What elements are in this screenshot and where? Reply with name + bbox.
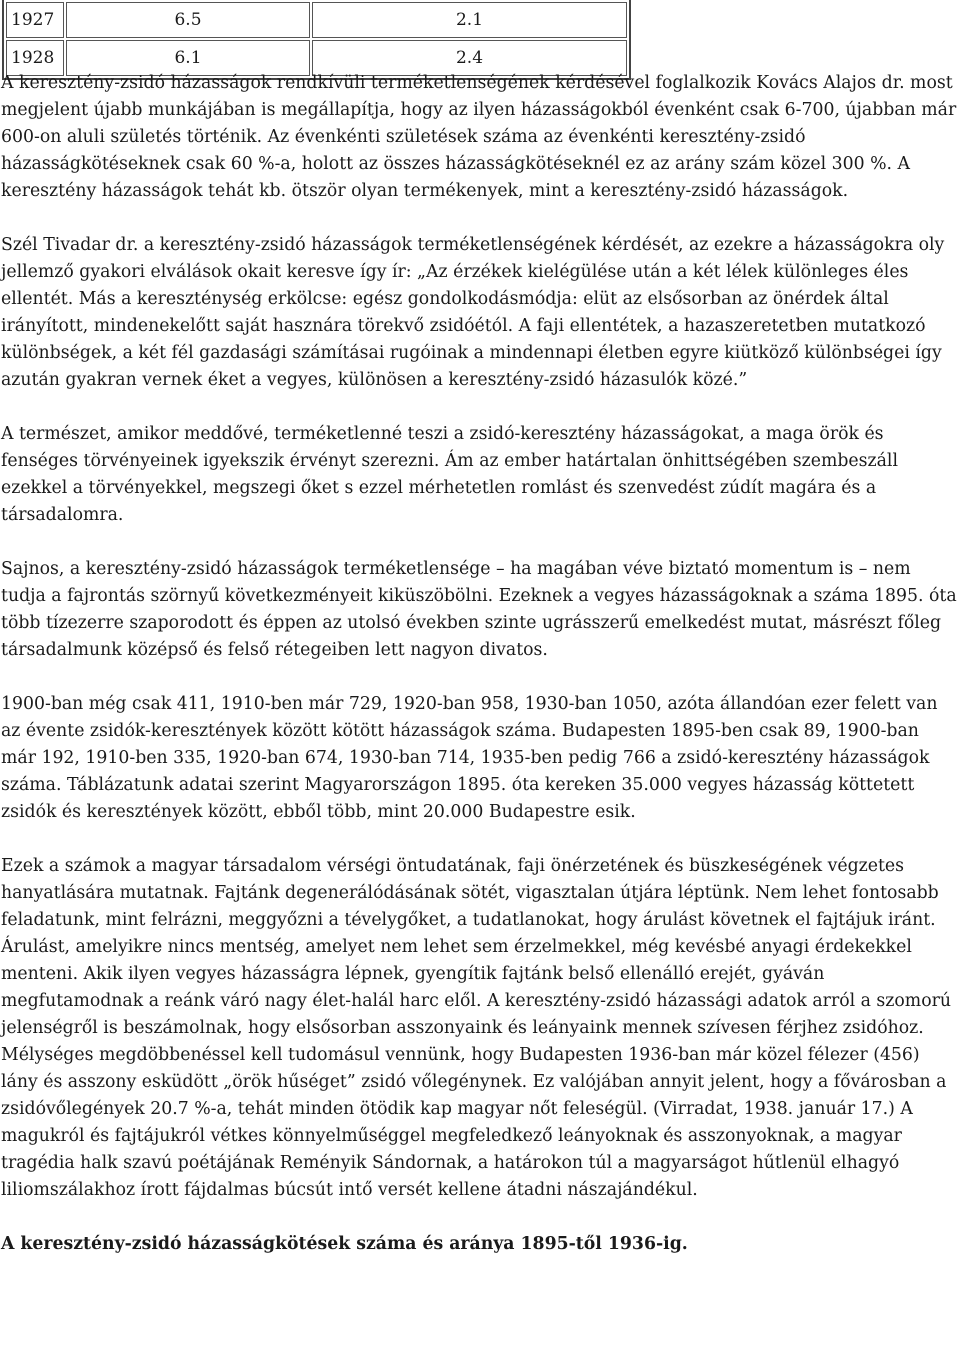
- table-cell-year: 1927: [6, 2, 64, 38]
- data-table: [2, 0, 631, 80]
- table-cell-value-a: 6.5: [66, 2, 310, 38]
- paragraph: Sajnos, a keresztény-zsidó házasságok terméketlensége – ha magában véve biztató momentum is – nem tudja a fajrontás szörnyű következményeit kiküszöbölni. Ezeknek a vegyes házasságoknak a száma 1895. óta több tízezerre szaporodott és éppen az utolsó években szinte ugrásszerű emelkedést mutat, másrészt főleg társadalmunk középső és felső rétegeiben lett nagyon divatos.: [1, 559, 957, 660]
- table-cell-value-b: 2.4: [312, 40, 627, 76]
- paragraph: A keresztény-zsidó házasságok rendkívüli terméketlenségének kérdésével foglalkozik Kovács Alajos dr. most megjelent újabb munkájában is megállapítja, hogy az ilyen házasságokból évenként csak 6-700, újabban már 600-on aluli születés történik. Az évenkénti születések száma az évenkénti keresztény-zsidó házasságkötéseknek csak 60 %-a, holott az összes házasságkötéseknél ez az arány szám közel 300 %. A keresztény házasságok tehát kb. ötször olyan termékenyek, mint a keresztény-zsidó házasságok.: [1, 73, 957, 201]
- article-body: [0, 70, 958, 1285]
- paragraph: 1900-ban még csak 411, 1910-ben már 729, 1920-ban 958, 1930-ban 1050, azóta állandóan ezer felett van az évente zsidók-keresztények között kötött házasságok száma. Budapesten 1895-ben csak 89, 1900-ban már 192, 1910-ben 335, 1920-ban 674, 1930-ban 714, 1935-ben pedig 766 a zsidó-keresztény házasságok száma. Táblázatunk adatai szerint Magyarországon 1895. óta kereken 35.000 vegyes házasság köttetett zsidók és keresztények között, ebből több, mint 20.000 Budapestre esik.: [1, 694, 938, 822]
- table-cell-value-b: 2.1: [312, 2, 627, 38]
- table-cell-value-a: 6.1: [66, 40, 310, 76]
- paragraph: Szél Tivadar dr. a keresztény-zsidó házasságok terméketlenségének kérdését, az ezekre a házasságokra oly jellemző gyakori elválások okait keresve így ír: „Az érzékek kielégülése után a két lélek különleges éles ellentét. Más a kereszténység erkölcse: egész gondolkodásmódja: elüt az elsősorban az önérdek által irányított, mindenekelőtt saját hasznára törekvő zsidóétól. A faji ellentétek, a hazaszeretetben mutatkozó különbségek, a két fél gazdasági számításai rugóinak a mindennapi életben egyre kiütköző különbségei így azután gyakran vernek éket a vegyes, különösen a keresztény-zsidó házasulók közé.”: [1, 235, 945, 390]
- data-table-container: [0, 0, 631, 80]
- paragraph: Ezek a számok a magyar társadalom vérségi öntudatának, faji önérzetének és büszkeségének végzetes hanyatlására mutatnak. Fajtánk degenerálódásának sötét, vigasztalan útjára léptünk. Nem lehet fontosabb feladatunk, mint felrázni, meggyőzni a tévelygőket, a tudatlanokat, hogy árulást követnek el fajtájuk iránt. Árulást, amelyikre nincs mentség, amelyet nem lehet sem érzelmekkel, még kevésbé anyagi érdekekkel menteni. Akik ilyen vegyes házasságra lépnek, gyengítik fajtánk belső ellenálló erejét, gyáván megfutamodnak a reánk váró nagy élet-halál harc elől. A keresztény-zsidó házassági adatok arról a szomorú jelenségről is beszámolnak, hogy elsősorban asszonyaink és leányaink mennek szívesen férjhez zsidóhoz. Mélységes megdöbbenéssel kell tudomásul vennünk, hogy Budapesten 1936-ban már közel félezer (456) lány és asszony esküdött „örök hűséget” zsidó vőlegénynek. Ez valójában annyit jelent, hogy a fővárosban a zsidóvőlegények 20.7 %-a, tehát minden ötödik kap magyar nőt feleségül. (Virradat, 1938. január 17.) A magukról és fajtájukról vétkes könnyelműséggel megfeledkező leányoknak és asszonyoknak, a magyar tragédia halk szavú poétájának Reményik Sándornak, a határokon túl a magyarságot hűtlenül elhagyó liliomszálakhoz írott fájdalmas búcsút intő versét kellene átadni nászajándékul.: [1, 856, 951, 1200]
- table-cell-year: 1928: [6, 40, 64, 76]
- table-row: [6, 2, 627, 38]
- paragraph: A természet, amikor meddővé, terméketlenné teszi a zsidó-keresztény házasságokat, a maga örök és fenséges törvényeinek igyekszik érvényt szerezni. Ám az ember határtalan önhittségében szembeszáll ezekkel a törvényekkel, megszegi őket s ezzel mérhetetlen romlást és szenvedést zúdít magára és a társadalomra.: [1, 424, 898, 525]
- section-heading: A keresztény-zsidó házasságkötések száma és aránya 1895-től 1936-ig.: [1, 1234, 688, 1254]
